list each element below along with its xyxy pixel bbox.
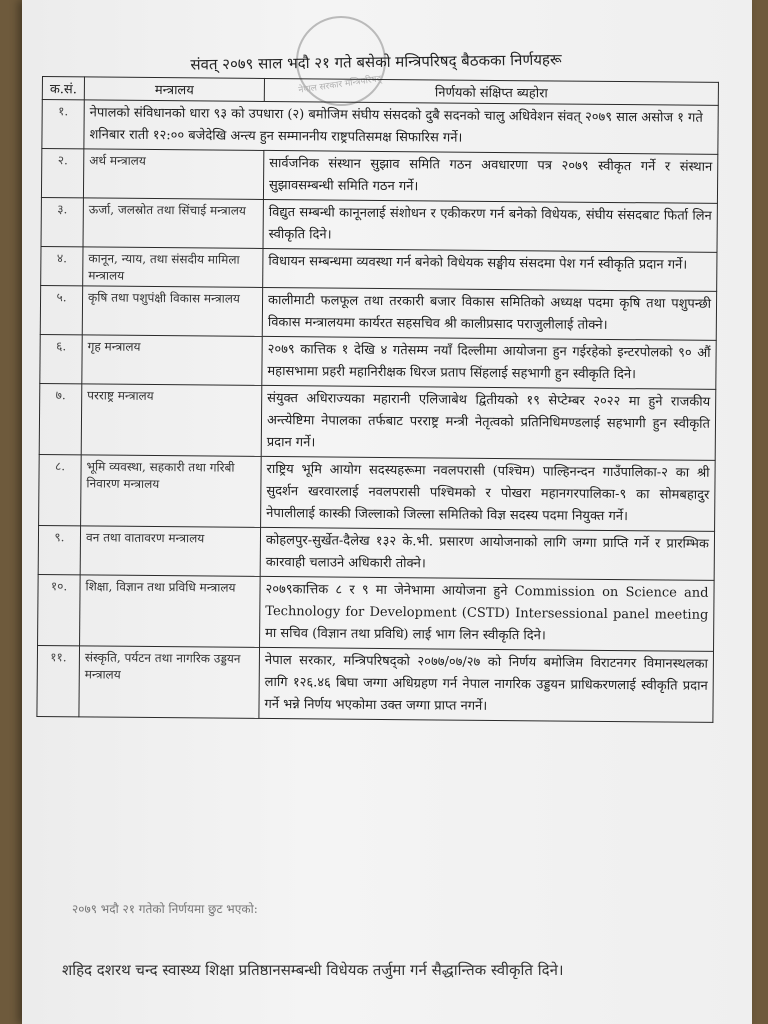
row-decision: २०७९कात्तिक ८ र ९ मा जेनेभामा आयोजना हुने Commission on Science and Technology for Development (CSTD) Intersessional panel meeting मा सचिव (विज्ञान तथा प्रविधि) लाई भाग लिन स्वीकृति दिने।	[260, 576, 715, 651]
table-row	[40, 285, 716, 340]
row-ministry: संस्कृति, पर्यटन तथा नागरिक उड्डयन मन्त्रालय	[79, 646, 260, 719]
row-serial: ९.	[38, 525, 80, 574]
row-ministry: ऊर्जा, जलस्रोत तथा सिंचाई मन्त्रालय	[83, 198, 263, 249]
table-row	[38, 525, 714, 580]
table-row	[41, 197, 717, 252]
decisions-table	[36, 76, 719, 723]
row-serial: ५.	[40, 285, 82, 334]
row-ministry: वन तथा वातावरण मन्त्रालय	[80, 526, 260, 577]
omitted-decision-heading: २०७९ भदौ २१ गतेको निर्णयमा छुट भएको:	[72, 902, 258, 916]
row-decision: सार्वजनिक संस्थान सुझाव समिति गठन अवधारणा पत्र २०७९ स्वीकृत गर्ने र संस्थान सुझावसम्बन्धी समिति गठन गर्ने।	[263, 150, 717, 203]
row-decision: राष्ट्रिय भूमि आयोग सदस्यहरूमा नवलपरासी (पश्चिम) पाल्हिनन्दन गाउँपालिका-२ का श्री सुदर्शन खरवारलाई नवलपरासी पश्चिमको र पोखरा महानगरपालिका-९ का सोमबहादुर नेपालीलाई कास्की जिल्लाको जिल्ला समितिको विज्ञ सदस्य पदमा नियुक्त गर्ने।	[261, 456, 716, 531]
table-row	[39, 383, 716, 460]
row-decision: कालीमाटी फलफूल तथा तरकारी बजार विकास समितिको अध्यक्ष पदमा कृषि तथा पशुपन्छी विकास मन्त्रालयमा कार्यरत सहसचिव श्री कालीप्रसाद पराजुलीलाई तोक्ने।	[262, 287, 716, 340]
row-ministry: परराष्ट्र मन्त्रालय	[81, 384, 262, 457]
omitted-decision-text: शहिद दशरथ चन्द स्वास्थ्य शिक्षा प्रतिष्ठानसम्बन्धी विधेयक तर्जुमा गर्न सैद्धान्तिक स्वीकृति दिने।	[62, 961, 564, 979]
seal-text: नेपाल सरकार मन्त्रिपरिषद्	[297, 74, 383, 96]
table-row	[40, 334, 716, 389]
row-ministry: अर्थ मन्त्रालय	[83, 149, 263, 200]
row-serial: ३.	[41, 197, 83, 246]
row-serial: ८.	[39, 454, 82, 525]
row-serial: २.	[41, 149, 83, 198]
document-title: संवत् २०७९ साल भदौ २१ गते बसेको मन्त्रिपरिषद् बैठकका निर्णयहरू	[190, 50, 562, 74]
header-ministry: मन्त्रालय	[84, 77, 264, 102]
row-ministry: कृषि तथा पशुपंक्षी विकास मन्त्रालय	[82, 286, 262, 337]
header-decision: निर्णयको संक्षिप्त ब्यहोरा	[264, 78, 718, 105]
row-decision: २०७९ कात्तिक १ देखि ४ गतेसम्म नयाँ दिल्लीमा आयोजना हुन गईरहेको इन्टरपोलको ९० औं महासभामा प्रहरी महानिरीक्षक धिरज प्रताप सिंहलाई सहभागी हुन स्वीकृति दिने।	[262, 336, 716, 389]
row-decision: कोहलपुर-सुर्खेत-दैलेख १३२ के.भी. प्रसारण आयोजनाको लागि जग्गा प्राप्ति गर्ने र प्रारम्भिक कारवाही चलाउने अधिकारी तोक्ने।	[260, 527, 714, 580]
row-decision: विधायन सम्बन्धमा व्यवस्था गर्न बनेको विधेयक सङ्घीय संसदमा पेश गर्न स्वीकृति प्रदान गर्ने।	[263, 248, 717, 291]
row-serial: १.	[42, 100, 84, 149]
table-row	[42, 100, 718, 155]
row-decision: संयुक्त अधिराज्यका महारानी एलिजाबेथ द्वितीयको १९ सेप्टेम्बर २०२२ मा हुने राजकीय अन्त्येष्टिमा नेपालका तर्फबाट परराष्ट्र मन्त्री नेतृत्वको प्रतिनिधिमण्डलाई सहभागी हुन स्वीकृति प्रदान गर्ने।	[261, 385, 716, 460]
row-ministry: भूमि व्यवस्था, सहकारी तथा गरिबी निवारण मन्त्रालय	[81, 455, 262, 528]
row-ministry: कानून, न्याय, तथा संसदीय मामिला मन्त्रालय	[83, 247, 263, 288]
row-decision: नेपाल सरकार, मन्त्रिपरिषद्को २०७७/०७/२७ को निर्णय बमोजिम विराटनगर विमानस्थलका लागि १२६.४६ बिघा जग्गा अधिग्रहण गर्न नेपाल नागरिक उड्डयन प्राधिकरणलाई स्वीकृति प्रदान गर्ने भन्ने निर्णय भएकोमा उक्त जग्गा प्राप्त नगर्ने।	[259, 647, 714, 722]
row-serial: ७.	[39, 383, 82, 454]
row-serial: ११.	[37, 645, 80, 716]
row-ministry: गृह मन्त्रालय	[82, 335, 262, 386]
table-row	[41, 149, 717, 204]
row-ministry: शिक्षा, विज्ञान तथा प्रविधि मन्त्रालय	[80, 575, 261, 648]
table-row	[41, 246, 717, 291]
table-row	[39, 454, 716, 531]
row-serial: १०.	[38, 574, 81, 645]
row-serial: ६.	[40, 334, 82, 383]
table-row	[37, 645, 714, 722]
row-decision: विद्युत सम्बन्धी कानूनलाई संशोधन र एकीकरण गर्न बनेको विधेयक, संघीय संसदबाट फिर्ता लिन स्वीकृति दिने।	[263, 199, 717, 252]
header-serial: क.सं.	[42, 77, 84, 100]
row-serial: ४.	[41, 246, 83, 285]
row-decision: नेपालको संविधानको धारा ९३ को उपधारा (२) बमोजिम संघीय संसदको दुबै सदनको चालु अधिवेशन संवत् २०७९ साल असोज १ गते शनिबार राती १२:०० बजेदेखि अन्त्य हुन सम्माननीय राष्ट्रपतिसमक्ष सिफारिस गर्ने।	[84, 100, 718, 155]
table-row	[38, 574, 715, 651]
